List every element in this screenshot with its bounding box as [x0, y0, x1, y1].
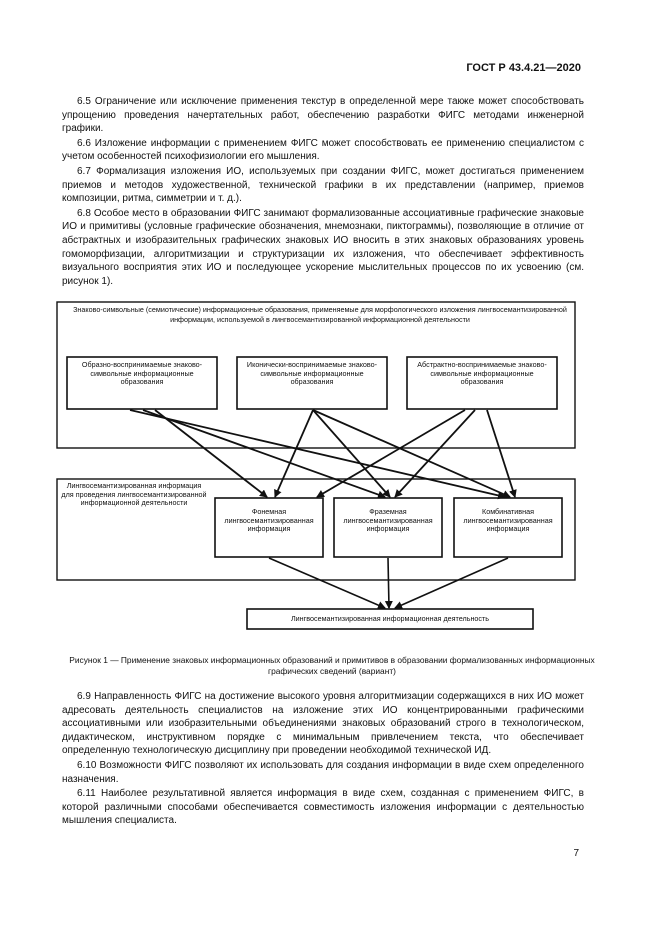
top-box-2-label: Иконически-воспринимаемые знаково-символьные информационные образования	[246, 360, 378, 387]
top-box-3-label: Абстрактно-воспринимаемые знаково-символьные информационные образования	[417, 360, 547, 387]
paragraph-6-11: 6.11 Наиболее результативной является информация в виде схем, созданная с применением ФИГС, в которой различными способами обеспечивается совместимость изложения информации с деятельностью мышления специалиста.	[62, 788, 584, 827]
figure-1-diagram	[55, 299, 587, 637]
figure-caption: Рисунок 1 — Применение знаковых информационных образований и примитивов в образовании формализованных информационных графических сведений (вариант)	[69, 655, 595, 676]
bottom-box-label: Лингвосемантизированная информационная деятельность	[290, 614, 490, 623]
page-number: 7	[573, 848, 579, 859]
text-block-bottom	[62, 690, 584, 829]
paragraph-6-10: 6.10 Возможности ФИГС позволяют их использовать для создания информации в виде схем определенного назначения.	[62, 759, 584, 785]
paragraph-6-9: 6.9 Направленность ФИГС на достижение высокого уровня алгоритмизации содержащихся в них ИО может адресовать деятельность специалистов на изложение этих ИО концентрированными графическими ассоциативными или изобразительными объединениями знаковых образований строго в технологическом, дидактическом, инструктивном порядке с минимальным привлечением текста, что обеспечивает определенную технологическую дисциплину при проведении необходимой технической ИД.	[62, 691, 584, 757]
text-block-top	[62, 95, 584, 289]
diagram-lines	[55, 299, 587, 637]
middle-frame-label: Лингвосемантизированная информация для проведения лингвосемантизированной информационной деятельности	[61, 481, 207, 508]
paragraph-6-7: 6.7 Формализация изложения ИО, используемых при создании ФИГС, может достигаться применением приемов и методов художественной, технической графики в их представлении (например, приемов композиции, ритма, симметрии и т. д.).	[62, 165, 584, 205]
top-box-1-label: Образно-воспринимаемые знаково-символьные информационные образования	[81, 360, 203, 387]
document-header: ГОСТ Р 43.4.21—2020	[466, 62, 581, 74]
figure-top-title: Знаково-символьные (семиотические) информационные образования, применяемые для морфологического изложения лингвосемантизированной информации, используемой в лингвосемантизированной информационной деятельности	[73, 305, 567, 324]
middle-box-2-label: Фраземная лингвосемантизированная информация	[343, 507, 433, 534]
middle-box-1-label: Фонемная лингвосемантизированная информация	[224, 507, 314, 534]
paragraph-6-6: 6.6 Изложение информации с применением ФИГС может способствовать ее применению специалистом с учетом особенностей психофизиологии его мышления.	[62, 137, 584, 163]
paragraph-6-5: 6.5 Ограничение или исключение применения текстур в определенной мере также может способствовать упрощению проведения начертательных работ, обеспечению разработки ФИГС методами инженерной графики.	[62, 96, 584, 135]
paragraph-6-8: 6.8 Особое место в образовании ФИГС занимают формализованные ассоциативные графические знаковые ИО и примитивы (условные графические обозначения, мнемознаки, пиктограммы), позволяющие в отличие от абстрактных и изобразительных графических знаковых ИО вносить в этих знаковых образованиях уровень гомоморфизации, алгоритмизации и структуризации их изложения, что обеспечивает эффективность визуального восприятия этих ИО и последующее ускорение мыслительных процессов по их усвоению (см. рисунок 1).	[62, 207, 584, 287]
middle-box-3-label: Комбинативная лингвосемантизированная информация	[463, 507, 553, 534]
